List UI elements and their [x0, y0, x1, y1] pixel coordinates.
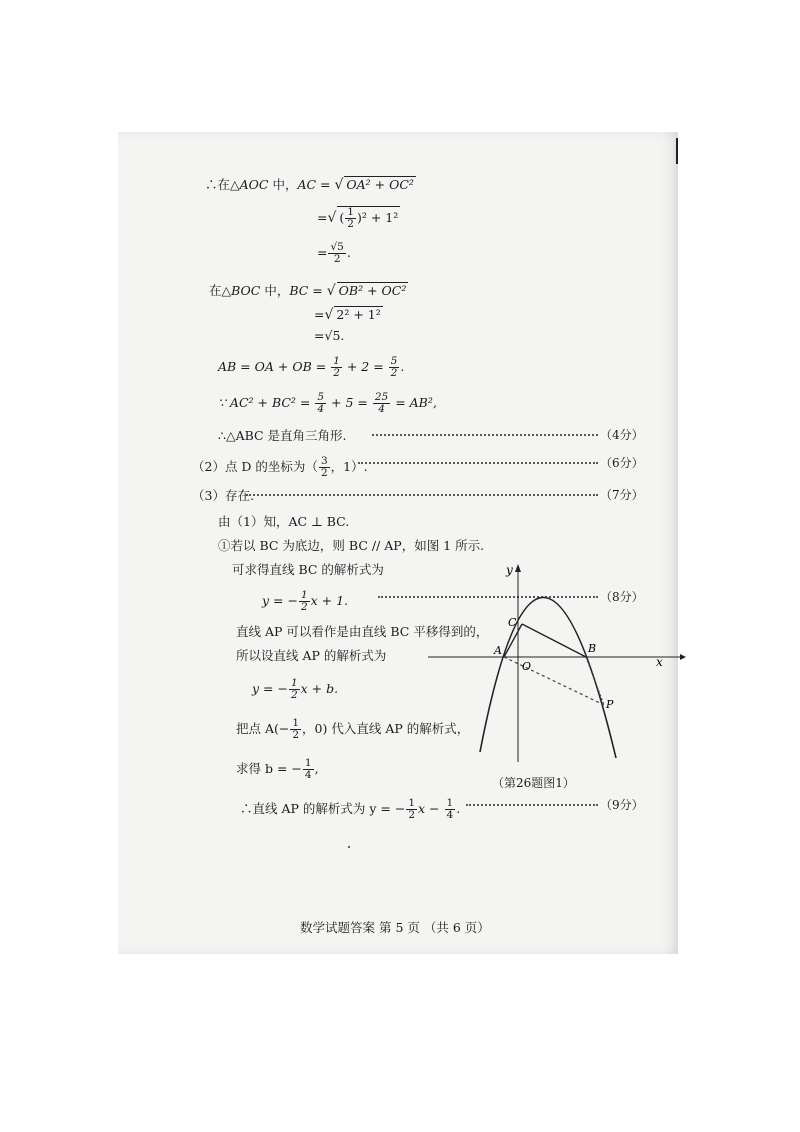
text: BOC: [231, 283, 261, 298]
numerator: 1: [446, 797, 454, 809]
line-point-d: [192, 456, 368, 479]
text: ，0) 代入直线 AP 的解析式，: [302, 721, 470, 736]
segment-bc: [522, 624, 586, 657]
text: 直线 AP 可以看作是由直线 BC 平移得到的，: [236, 624, 489, 639]
fraction: [315, 392, 326, 415]
text: =: [314, 328, 325, 343]
text: 由（1）知，AC ⊥ BC.: [218, 514, 350, 529]
numerator: 1: [333, 355, 340, 367]
numerator: 1: [300, 589, 308, 601]
denominator: 2: [292, 729, 300, 741]
score-9: （9分）: [600, 798, 644, 812]
denominator: 4: [304, 769, 312, 781]
text: .: [456, 801, 461, 816]
text: + 2 =: [342, 359, 388, 374]
line-ac-substitute: [317, 206, 400, 230]
text: + 5 =: [327, 395, 372, 410]
text: （2）点 D 的坐标为（: [192, 459, 318, 474]
denominator: 4: [317, 403, 325, 415]
radicand: 2² + 1²: [336, 307, 381, 322]
text: =: [314, 307, 325, 322]
text: AB = OA + OB =: [218, 359, 331, 374]
line-ap-final: [240, 798, 460, 821]
text: BC: [289, 283, 309, 298]
text: ∴在△: [205, 177, 240, 192]
text: =: [317, 245, 328, 260]
label-x: x: [656, 655, 663, 669]
fraction: [319, 456, 330, 479]
numerator: 5: [317, 391, 325, 403]
radical-sign: √: [326, 283, 336, 299]
line-bc-formula: [209, 282, 408, 299]
x-axis-arrow: [680, 654, 686, 660]
numerator: √5: [330, 241, 344, 253]
y-axis-arrow: [515, 564, 521, 572]
text: ,: [314, 761, 319, 776]
radicand: OA² + OC²: [346, 177, 414, 192]
line-bc-substitute: [314, 306, 383, 323]
denominator: 2: [333, 367, 340, 379]
text: ∵ AC² + BC² =: [218, 395, 315, 410]
fraction: $\frac{1}{2}$: [347, 206, 354, 230]
fraction: [299, 590, 310, 613]
fraction: [289, 678, 300, 701]
text: 求得 b = −: [236, 761, 302, 776]
label-b: B: [588, 642, 597, 655]
numerator: 3: [320, 455, 328, 467]
score-4: （4分）: [600, 428, 644, 442]
denominator: 2: [333, 253, 341, 265]
line-ac-result: [317, 242, 351, 265]
text: = AB²,: [391, 395, 437, 410]
score-8: （8分）: [600, 590, 644, 604]
numerator: 5: [390, 355, 398, 367]
label-y: y: [506, 563, 513, 577]
label-o: O: [522, 660, 532, 673]
parabola-figure: [428, 562, 690, 772]
line-case-1: [218, 538, 484, 554]
score-leader-dots: [246, 494, 598, 496]
text: )² + 1²: [356, 210, 399, 225]
figure-caption: （第26题图1）: [492, 776, 575, 790]
line-right-triangle: [218, 428, 347, 444]
denominator: 2: [408, 809, 416, 821]
text: AOC: [239, 177, 269, 192]
text: .: [346, 245, 351, 260]
text: 在△: [209, 283, 232, 298]
fraction: [445, 798, 456, 821]
sheet-edge-mark: [676, 138, 678, 164]
denominator: 4: [378, 403, 385, 415]
text: 中，: [260, 283, 290, 298]
score-6: （6分）: [600, 456, 644, 470]
text: （3）存在.: [192, 488, 254, 503]
text: 可求得直线 BC 的解析式为: [232, 562, 384, 577]
fraction: [406, 798, 417, 821]
denominator: 2: [320, 467, 328, 479]
denominator: 2: [390, 367, 398, 379]
text: x + b.: [300, 681, 339, 696]
line-bc-equation: [262, 590, 348, 613]
text: √5.: [324, 328, 345, 343]
numerator: 1: [408, 797, 416, 809]
stray-mark: [348, 846, 350, 848]
text: =: [317, 210, 328, 225]
fraction: [290, 718, 301, 741]
text: ，1）.: [330, 459, 368, 474]
text: AC: [297, 177, 317, 192]
radical-sign: √: [324, 307, 334, 323]
line-solve-b: [236, 758, 319, 781]
text: =: [316, 177, 335, 192]
fraction: [389, 356, 400, 379]
text: 把点 A(−: [236, 721, 290, 736]
text: ∴△ABC 是直角三角形.: [218, 428, 347, 443]
text: 所以设直线 AP 的解析式为: [236, 648, 387, 663]
line-bc-equation-intro: [232, 562, 384, 578]
radicand: ( $\frac{1}{2}$ )² + 1²: [339, 206, 399, 230]
numerator: 1: [304, 757, 312, 769]
text: y = −: [252, 681, 288, 696]
score-7: （7分）: [600, 488, 644, 502]
line-bc-result: [314, 328, 344, 344]
text: =: [308, 283, 327, 298]
text: x −: [418, 801, 444, 816]
text: x + 1.: [310, 593, 349, 608]
fraction: [331, 356, 342, 379]
radical-sign: √: [334, 177, 344, 193]
line-pythagoras: [218, 392, 437, 415]
score-leader-dots: [466, 804, 598, 806]
text: ①若以 BC 为底边，则 BC // AP，如图 1 所示.: [218, 538, 485, 553]
text: y = −: [262, 593, 298, 608]
fraction: [328, 242, 345, 265]
label-c: C: [508, 616, 517, 629]
line-ac-formula: [205, 176, 416, 193]
label-a: A: [494, 644, 502, 657]
text: .: [400, 359, 405, 374]
fraction: [303, 758, 314, 781]
text: ∴直线 AP 的解析式为 y = −: [240, 801, 406, 816]
radicand: OB² + OC²: [338, 283, 407, 298]
fraction: [373, 392, 390, 415]
line-exists: [192, 488, 254, 504]
denominator: 2: [290, 689, 298, 701]
page-footer: 数学试题答案 第 5 页 （共 6 页）: [300, 920, 490, 935]
line-ap-equation-intro: [236, 648, 386, 664]
label-p: P: [606, 698, 614, 711]
text: 中，: [268, 177, 298, 192]
radical-sign: √: [327, 210, 337, 226]
numerator: 1: [290, 677, 298, 689]
score-leader-dots: [372, 434, 598, 436]
denominator: 2: [300, 601, 308, 613]
line-ab: [218, 356, 404, 379]
denominator: 4: [446, 809, 454, 821]
numerator: 25: [374, 391, 389, 403]
line-ap-general: [252, 678, 338, 701]
line-perpendicular: [218, 514, 349, 530]
numerator: 1: [292, 717, 300, 729]
score-leader-dots: [358, 462, 598, 464]
